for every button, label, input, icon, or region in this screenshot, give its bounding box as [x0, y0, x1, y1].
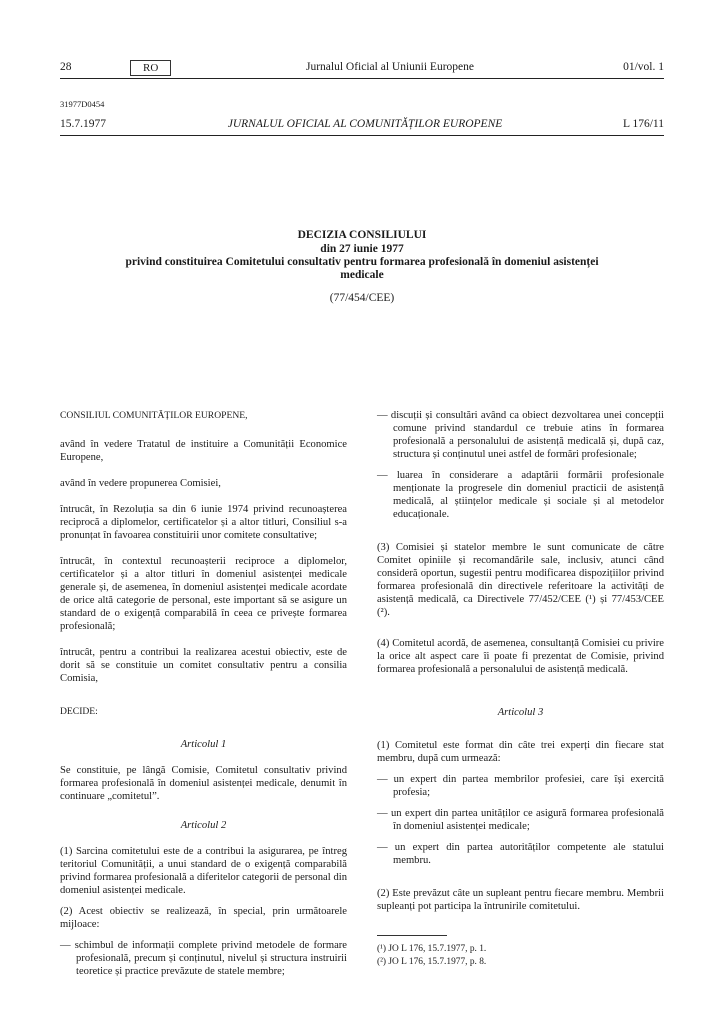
footnote-rule: [377, 935, 447, 936]
article-2-heading: Articolul 2: [180, 820, 227, 831]
footnote-1: (¹) JO L 176, 15.7.1977, p. 1.: [377, 944, 487, 954]
decision-title: DECIZIA CONSILIULUI: [297, 229, 427, 241]
subheader-rule: [60, 135, 664, 136]
article-2-paragraph-2: (2) Acest obiectiv se realizează, în special, prin următoarele mijloace:: [60, 906, 347, 930]
decision-date: din 27 iunie 1977: [320, 243, 404, 255]
footnote-2: (²) JO L 176, 15.7.1977, p. 8.: [377, 957, 487, 967]
council-name: CONSILIUL COMUNITĂȚILOR EUROPENE,: [60, 410, 248, 421]
page-number: 28: [60, 61, 72, 73]
article-2-paragraph-4: (4) Comitetul acordă, de asemenea, consultanță Comisiei cu privire la orice alt aspect care îi poate fi prezentat de Comisie, privind formarea profesională a personalului de asistență medicală.: [377, 638, 664, 675]
article-3-bullet-1: — un expert din partea membrilor profesiei, care își exercită profesia;: [377, 774, 664, 798]
header-rule: [60, 78, 664, 79]
article-1-text: Se constituie, pe lângă Comisie, Comitetul consultativ privind formarea profesională în domeniul asistenței medicale, denumit în continuare „comitetul”.: [60, 765, 347, 802]
decision-subject: privind constituirea Comitetului consultativ pentru formarea profesională în domeniul asistenței medicale: [125, 256, 599, 281]
recital-recognition: întrucât, în contextul recunoașterii reciproce a diplomelor, certificatelor și a altor titluri în domeniul asistenței medicale generale și, de asemenea, în domeniul asistenței medicale acordate de orice altă categorie de personal, este important să se asigure un standard de o exigență comparabilă în ceea ce privește formarea profesională;: [60, 556, 347, 632]
article-2-paragraph-1: (1) Sarcina comitetului este de a contribui la asigurarea, pe întreg teritoriul Comunității, a unui standard de o exigență comparabilă privind formarea profesională a diferitelor categorii de personal din domeniul asistenței medicale.: [60, 846, 347, 896]
language-badge: RO: [130, 60, 171, 76]
publication-date: 15.7.1977: [60, 118, 106, 130]
article-3-paragraph-2: (2) Este prevăzut câte un supleant pentru fiecare membru. Membrii supleanți pot participa la întrunirile comitetului.: [377, 888, 664, 912]
article-3-bullet-3: — un expert din partea autorităților competente ale statului membru.: [377, 842, 664, 866]
article-1-heading: Articolul 1: [180, 739, 227, 750]
decision-number: (77/454/CEE): [329, 292, 395, 304]
journal-reference: L 176/11: [623, 118, 664, 130]
article-2-bullet-1: — schimbul de informații complete privind metodele de formare profesională, precum și conținutul, nivelul și structura instruirii teoretice și practice prevăzute de statele membre;: [60, 940, 347, 977]
article-2-bullet-3: — luarea în considerare a adaptării formării profesionale menționate la progresele din domeniul practicii de asistență medicală, al științelor medicale și sociale și al metodelor educaționale.: [377, 470, 664, 520]
article-3-heading: Articolul 3: [497, 707, 544, 718]
article-3-paragraph-1: (1) Comitetul este format din câte trei experți din fiecare stat membru, după cum urmează:: [377, 740, 664, 764]
left-column: [60, 409, 347, 991]
recital-resolution: întrucât, în Rezoluția sa din 6 iunie 1974 privind recunoașterea reciprocă a diplomelor, certificatelor și a altor titluri, Consiliul s-a pronunțat în favoarea constituirii unor comitete consultative;: [60, 504, 347, 541]
original-journal-title: JURNALUL OFICIAL AL COMUNITĂȚILOR EUROPENE: [227, 118, 503, 130]
article-3-bullet-2: — un expert din partea unităților ce asigură formarea profesională în domeniul asistenței medicale;: [377, 808, 664, 832]
recital-treaty: având în vedere Tratatul de instituire a Comunității Economice Europene,: [60, 439, 347, 463]
celex-number: 31977D0454: [60, 99, 105, 109]
journal-title: Jurnalul Oficial al Uniunii Europene: [306, 61, 474, 73]
right-column: [377, 409, 664, 926]
recital-proposal: având în vedere propunerea Comisiei,: [60, 478, 221, 489]
decides-heading: DECIDE:: [60, 706, 98, 717]
article-2-bullet-2: — discuții și consultări având ca obiect dezvoltarea unei concepții comune privind standardul ce trebuie atins în formarea profesională a personalului de asistență medicală și, după caz, structura și conținutul unei astfel de formări profesionale;: [377, 410, 664, 460]
volume-number: 01/vol. 1: [623, 61, 664, 73]
article-2-paragraph-3: (3) Comisiei și statelor membre le sunt comunicate de către Comitet opiniile și recomandările sale, inclusiv, atunci când consideră oportun, sugestii pentru modificarea dispozițiilor privind formarea profesională din directivele referitoare la activități de asistență medicală, ca Directivele 77/452/CEE (¹) și 77/453/CEE (²).: [377, 542, 664, 618]
recital-objective: întrucât, pentru a contribui la realizarea acestui obiectiv, este de dorit să se constituie un comitet consultativ pentru a consilia Comisia,: [60, 647, 347, 684]
